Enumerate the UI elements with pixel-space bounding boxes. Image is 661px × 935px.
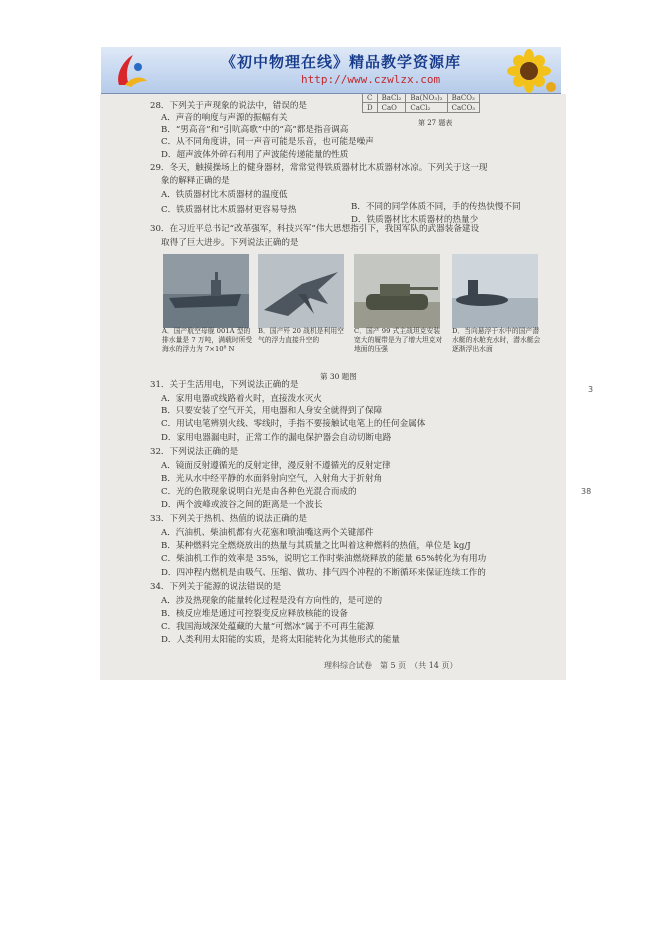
q30-stem-line2: 取得了巨大进步。下列说法正确的是	[161, 238, 299, 248]
q29-option-c: C．铁质器材比木质器材更容易导热	[161, 205, 297, 215]
submarine-photo	[452, 254, 538, 328]
q32-stem: 32．下列说法正确的是	[150, 447, 239, 457]
q31-option-c: C．用试电笔辨别火线、零线时，手指不要接触试电笔上的任何金属体	[161, 419, 426, 429]
scanned-exam-page	[100, 94, 566, 680]
q34-option-d: D．人类利用太阳能的实质，是将太阳能转化为其他形式的能量	[161, 635, 400, 645]
q34-option-a: A．涉及热现象的能量转化过程是没有方向性的，是可逆的	[161, 596, 383, 606]
q32-option-c: C．光的色散现象说明白光是由各种色光混合而成的	[161, 487, 357, 497]
q29-option-a: A．铁质器材比木质器材的温度低	[161, 190, 288, 200]
q31-stem: 31．关于生活用电，下列说法正确的是	[150, 380, 299, 390]
q28-option-a: A．声音的响度与声源的振幅有关	[161, 113, 288, 123]
q29-stem-line1: 29．冬天，触摸操场上的健身器材，常常觉得铁质器材比木质器材冰凉。下列关于这一现	[150, 163, 488, 173]
site-banner	[101, 47, 561, 94]
q30-option-c-caption: C．国产 99 式主战坦克安装宽大的履带是为了增大坦克对地面的压强	[354, 327, 443, 353]
q33-option-c: C．柴油机工作的效率是 35%，说明它工作时柴油燃烧释放的能量 65%转化为有用功	[161, 554, 487, 564]
table-row	[363, 103, 480, 113]
table-cell: D	[363, 103, 378, 113]
table-row	[363, 94, 480, 103]
margin-number-top: 3	[588, 385, 594, 394]
q30-option-b-caption: B．国产歼 20 战机是利用空气的浮力直接升空的	[258, 327, 344, 344]
q28-option-b: B．“男高音”和“引吭高歌”中的“高”都是指音调高	[161, 125, 349, 135]
table-cell: Ba(NO₃)₂	[406, 94, 447, 103]
margin-number-bottom: 38	[581, 487, 592, 496]
q33-option-b: B．某种燃料完全燃烧放出的热量与其质量之比叫着这种燃料的热值，单位是 kg/J	[161, 541, 471, 551]
q28-option-d: D．超声波体外碎石利用了声波能传递能量的性质	[161, 150, 349, 160]
question-27-table	[362, 94, 480, 113]
q32-option-d: D．两个波峰或波谷之间的距离是一个波长	[161, 500, 323, 510]
table-cell: CaO	[377, 103, 406, 113]
q29-option-d: D．铁质器材比木质器材的热量少	[351, 215, 479, 225]
aircraft-carrier-photo	[163, 254, 249, 328]
q30-stem-line1: 30．在习近平总书记“改革强军，科技兴军”伟大思想指引下，我国军队的武器装备建设	[150, 224, 480, 234]
fighter-jet-photo	[258, 254, 344, 328]
q34-option-c: C．我国海域深处蕴藏的大量“可燃冰”属于不可再生能源	[161, 622, 375, 632]
page-footer: 理科综合试卷 第 5 页 （共 14 页）	[324, 661, 458, 670]
q30-option-a-caption: A．国产航空母舰 001A 型的排水量是 7 万吨，满载时所受海水的浮力为 7×10⁸ N	[162, 327, 253, 353]
table-27-caption: 第 27 题表	[418, 119, 453, 127]
q33-option-a: A．汽油机、柴油机都有火花塞和喷油嘴这两个关键部件	[161, 528, 374, 538]
site-logo-icon	[111, 51, 151, 89]
q30-option-d-caption: D．当向悬浮于水中的国产潜水艇的水舱充水时，潜水艇会逐渐浮出水面	[452, 327, 541, 353]
table-cell: C	[363, 94, 378, 103]
q31-option-d: D．家用电器漏电时，正常工作的漏电保护器会自动切断电路	[161, 433, 392, 443]
table-cell: BaCl₂	[377, 94, 406, 103]
banner-url[interactable]: http://www.czwlzx.com	[301, 73, 441, 86]
table-cell: CaCO₃	[447, 103, 479, 113]
q33-stem: 33．下列关于热机、热值的说法正确的是	[150, 514, 308, 524]
q32-option-b: B．光从水中经平静的水面斜射向空气，入射角大于折射角	[161, 474, 383, 484]
q31-option-b: B．只要安装了空气开关，用电器和人身安全就得到了保障	[161, 406, 383, 416]
table-cell: BaCO₃	[447, 94, 479, 103]
q34-option-b: B．核反应堆是通过可控裂变反应释放核能的设备	[161, 609, 348, 619]
q28-option-c: C．从不同角度讲，同一声音可能是乐音，也可能是噪声	[161, 137, 374, 147]
q34-stem: 34．下列关于能源的说法错误的是	[150, 582, 282, 592]
table-cell: CaCl₂	[406, 103, 447, 113]
banner-title: 《初中物理在线》精品教学资源库	[221, 53, 462, 71]
q30-figure-caption: 第 30 题图	[320, 372, 357, 381]
q32-option-a: A．镜面反射遵循光的反射定律，漫反射不遵循光的反射定律	[161, 461, 391, 471]
q29-stem-line2: 象的解释正确的是	[161, 176, 230, 186]
tank-photo	[354, 254, 440, 328]
sunflower-icon	[499, 49, 557, 93]
q28-stem: 28．下列关于声现象的说法中，错误的是	[150, 101, 308, 111]
q33-option-d: D．四冲程内燃机是由吸气、压缩、做功、排气四个冲程的不断循环来保证连续工作的	[161, 568, 486, 578]
q31-option-a: A．家用电器或线路着火时，直接泼水灭火	[161, 394, 322, 404]
q29-option-b: B．不同的同学体质不同，手的传热快慢不同	[351, 202, 521, 212]
